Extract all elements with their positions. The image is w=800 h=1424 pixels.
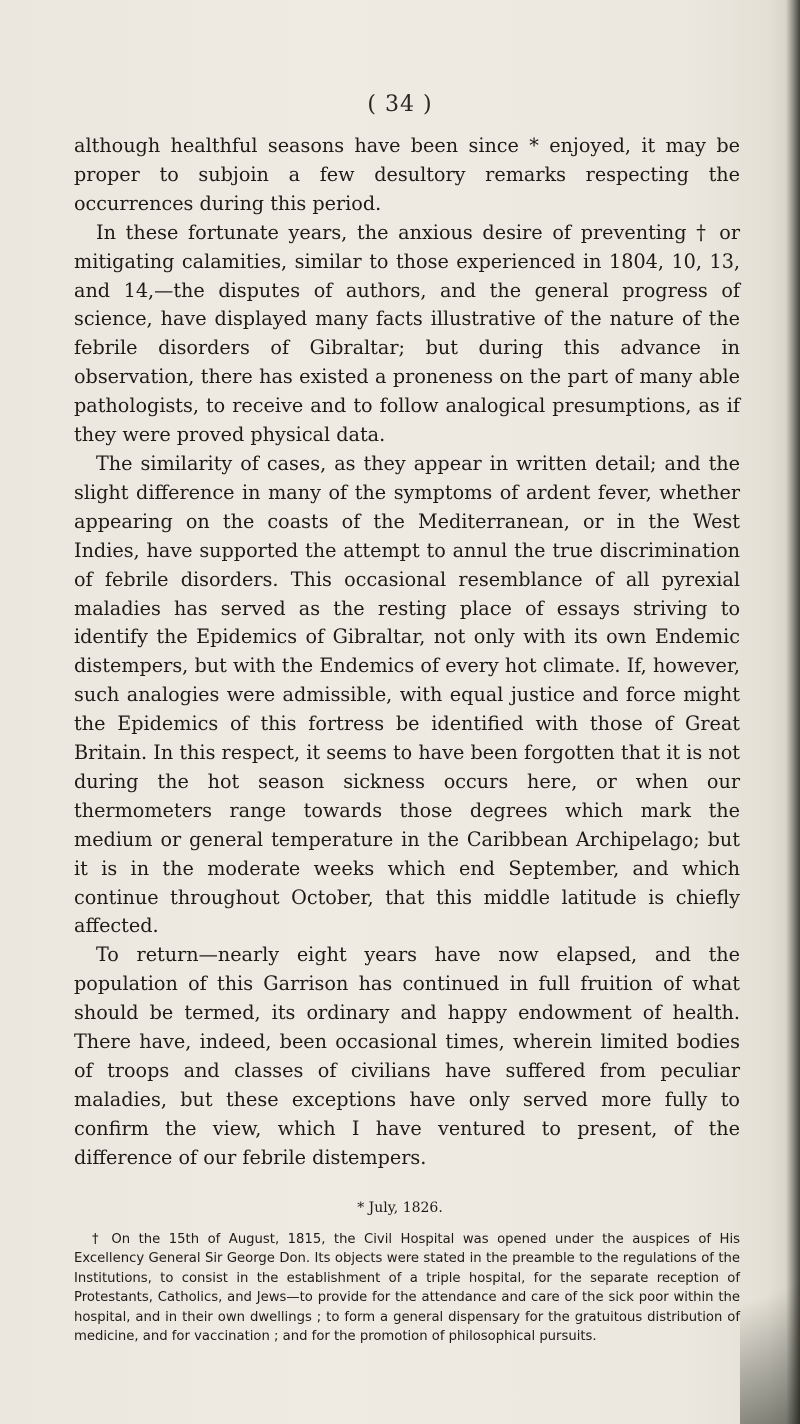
footnote-date: * July, 1826. bbox=[357, 1200, 443, 1216]
page-corner-shadow bbox=[740, 1244, 800, 1424]
paragraph-1: although healthful seasons have been since * enjoyed, it may be proper to subjoin a few desultory remarks respecting the occurrences during this period. bbox=[74, 134, 740, 215]
paragraph-3: The similarity of cases, as they appear in written detail; and the slight difference in many of the symptoms of ardent fever, whether appearing on the coasts of the Mediterranean, or in the West Indies, have supported the attempt to annul the true discrimination of febrile disorders. This occasional resemblance of all pyrexial maladies has served as the resting place of essays striving to identify the Epidemics of Gibraltar, not only with its own Endemic distempers, but with the Endemics of every hot climate. If, however, such analogies were admissible, with equal justice and force might the Epidemics of this fortress be identified with those of Great Britain. In this respect, it seems to have been forgotten that it is not during the hot season sickness occurs here, or when our thermometers range towards those degrees which mark the medium or general temperature in the Caribbean Archipelago; but it is in the moderate weeks which end September, and which continue throughout October, that this middle latitude is chiefly affected. bbox=[74, 451, 740, 938]
body-text bbox=[74, 132, 740, 1173]
paragraph-2: In these fortunate years, the anxious desire of preventing † or mitigating calamities, similar to those experienced in 1804, 10, 13, and 14,—the disputes of authors, and the general progress of science, have displayed many facts illustrative of the nature of the febrile disorders of Gibraltar; but during this advance in observation, there has existed a proneness on the part of many able pathologists, to receive and to follow analogical presumptions, as if they were proved physical data. bbox=[74, 220, 740, 447]
page-edge-shadow bbox=[786, 0, 800, 1424]
page-number: ( 34 ) bbox=[367, 92, 433, 117]
footnote-dagger: † On the 15th of August, 1815, the Civil Hospital was opened under the auspices of His Excellency General Sir George Don. Its objects were stated in the preamble to the regulations of the Institutions, to consist in the establishment of a triple hospital, for the separate reception of Protestants, Catholics, and Jews—to provide for the attendance and care of the sick poor within the hospital, and in their own dwellings ; to form a general dispensary for the gratuitous distribution of medicine, and for vaccination ; and for the promotion of philosophical pursuits. bbox=[74, 1232, 740, 1345]
paragraph-4: To return—nearly eight years have now elapsed, and the population of this Garrison has continued in full fruition of what should be termed, its ordinary and happy endowment of health. There have, indeed, been occasional times, wherein limited bodies of troops and classes of civilians have suffered from peculiar maladies, but these exceptions have only served more fully to confirm the view, which I have ventured to present, of the difference of our febrile distempers. bbox=[74, 943, 740, 1169]
